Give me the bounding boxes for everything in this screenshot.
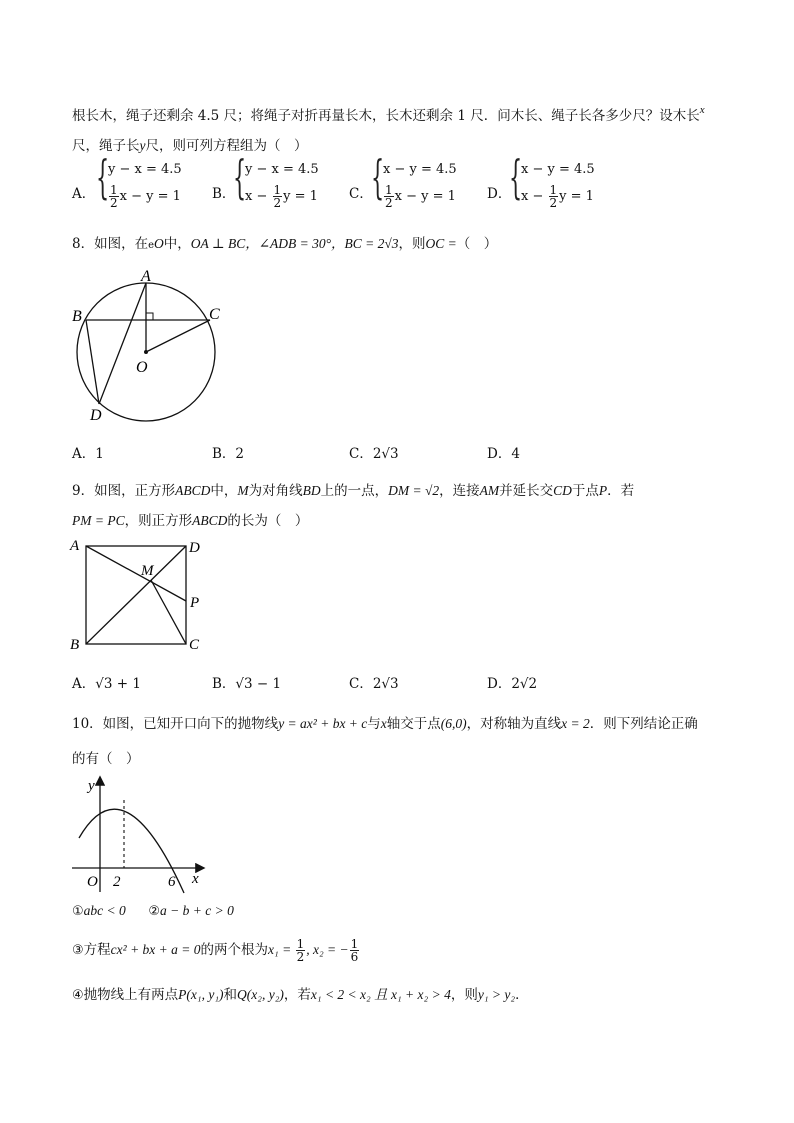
q9-option-d[interactable]: D．2√2 — [487, 676, 538, 692]
circled-1-icon: ① — [72, 904, 84, 919]
label-c: C — [189, 637, 200, 653]
q7-text: 根长木，绳子还剩余 4.5 尺；将绳子对折再量长木，长木还剩余 1 尺．问木长、绳子长各多少尺？设木长 — [72, 108, 700, 124]
equation-2: x − $\frac{1}{2}$ y = 1 — [521, 183, 594, 210]
segment-ap — [86, 546, 186, 601]
brace-icon: { — [96, 150, 110, 204]
circled-3-icon: ③ — [72, 943, 84, 958]
center-point — [144, 350, 148, 354]
label-a: A — [141, 268, 151, 285]
equation-2: $\frac{1}{2}$ x − y = 1 — [110, 183, 181, 210]
q10-stem-line-2: 的有（ ） — [72, 751, 140, 767]
label-p: P — [190, 595, 200, 611]
q7-line-1 — [72, 104, 705, 124]
q7-option-a-system — [96, 150, 206, 216]
equation-1: y − x = 4.5 — [108, 162, 182, 177]
brace-icon: { — [233, 150, 247, 204]
label-c: C — [209, 306, 220, 323]
equation-2: x − $\frac{1}{2}$ y = 1 — [245, 183, 318, 210]
equation-2: $\frac{1}{2}$ x − y = 1 — [385, 183, 456, 210]
q7-option-a-label[interactable]: A． — [72, 186, 96, 202]
circled-4-icon: ④ — [72, 988, 84, 1003]
equation-1: x − y = 4.5 — [383, 162, 457, 177]
segment-mc — [151, 580, 186, 644]
equation-1: x − y = 4.5 — [521, 162, 595, 177]
label-tick-2: 2 — [113, 874, 121, 890]
q10-parabola-graph — [68, 770, 208, 896]
circle-symbol-icon: e — [148, 240, 155, 251]
statement-2: a − b + c > 0 — [160, 903, 234, 918]
q7-option-c-label[interactable]: C． — [349, 186, 373, 202]
q8-condition: OA ⊥ BC，∠ADB = 30°，BC = 2√3 — [190, 236, 399, 251]
q7-text: 尺，则可列方程组为（ ） — [145, 138, 308, 154]
q8-circle-figure — [70, 262, 230, 432]
label-d: D — [189, 540, 200, 556]
q7-option-b-system — [233, 150, 343, 216]
segment-ad — [99, 283, 146, 404]
q10-stem-line-1: 10．如图，已知开口向下的抛物线y = ax² + bx + c与x轴交于点(6,0)，对称轴为直线x = 2．则下列结论正确 — [72, 716, 698, 732]
q9-option-a[interactable]: A．√3 + 1 — [72, 676, 141, 692]
brace-icon: { — [371, 150, 385, 204]
label-d: D — [90, 407, 102, 424]
q7-option-d-system — [509, 150, 619, 216]
q8-option-b[interactable]: B．2 — [212, 446, 245, 462]
q9-option-b[interactable]: B．√3 − 1 — [212, 676, 282, 692]
brace-icon: { — [509, 150, 523, 204]
statement-1: abc < 0 — [83, 903, 126, 918]
q8-option-a[interactable]: A．1 — [72, 446, 104, 462]
label-m: M — [141, 563, 154, 579]
segment-bd — [86, 320, 99, 404]
label-b: B — [72, 308, 82, 325]
label-x: x — [192, 871, 199, 887]
label-b: B — [70, 637, 80, 653]
segment-oc — [146, 320, 210, 352]
q9-square-figure — [66, 534, 216, 658]
diagonal-bd — [86, 546, 186, 644]
q9-stem-line-2: PM = PC，则正方形ABCD的长为（ ） — [72, 513, 309, 529]
label-y: y — [88, 778, 95, 794]
var-y: y — [139, 138, 146, 153]
q8-option-d[interactable]: D．4 — [487, 446, 520, 462]
q8-option-c[interactable]: C．2√3 — [349, 446, 399, 462]
q8-stem: 8．如图，在eO中，OA ⊥ BC，∠ADB = 30°，BC = 2√3，则OC =（ ） — [72, 236, 498, 252]
circled-2-icon: ② — [148, 904, 161, 919]
q9-stem-line-1: 9．如图，正方形ABCD中，M为对角线BD上的一点，DM = √2，连接AM并延长交CD于点P．若 — [72, 483, 635, 499]
q10-statements-1-2 — [72, 903, 234, 919]
q7-text: 尺，绳子长 — [72, 138, 140, 154]
label-a: A — [70, 538, 80, 554]
label-origin: O — [87, 874, 98, 890]
right-angle-mark-icon — [146, 313, 153, 320]
q10-statement-4: ④抛物线上有两点P(x₁, y₁)和Q(x₂, y₂)，若x₁ < 2 < x₂ 且 x₁ + x₂ > 4，则y₁ > y₂． — [72, 987, 529, 1003]
q10-statement-3: ③方程cx² + bx + a = 0的两个根为x₁ = $\frac{1}{2}$ , x₂ = − $\frac{1}{6}$ — [72, 937, 359, 964]
equation-1: y − x = 4.5 — [245, 162, 319, 177]
q7-option-b-label[interactable]: B． — [212, 186, 236, 202]
label-tick-6: 6 — [168, 874, 176, 890]
q7-option-c-system — [371, 150, 481, 216]
var-x: x — [699, 104, 705, 116]
q9-option-c[interactable]: C．2√3 — [349, 676, 399, 692]
q7-option-d-label[interactable]: D． — [487, 186, 512, 202]
label-o: O — [136, 359, 148, 376]
